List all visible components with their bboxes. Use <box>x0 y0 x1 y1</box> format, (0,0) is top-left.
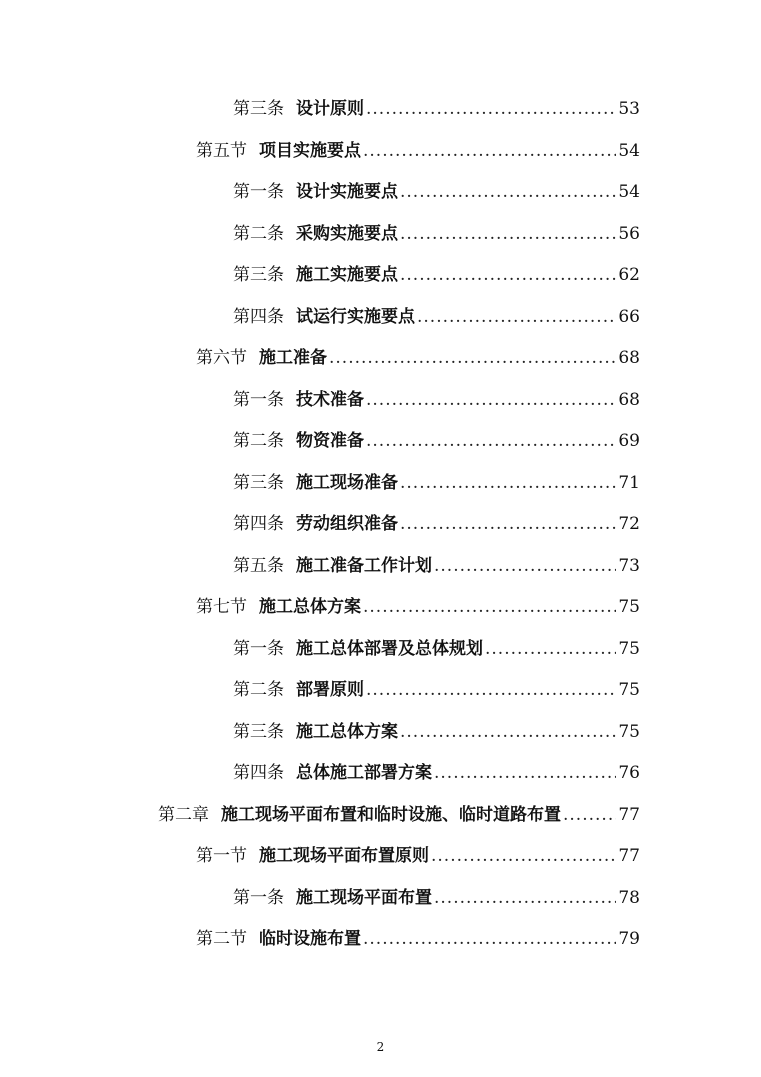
toc-entry[interactable] <box>233 430 640 452</box>
dot-leader <box>363 596 616 618</box>
toc-entry-number: 第二条 <box>233 431 284 451</box>
page-number: 2 <box>376 1040 385 1054</box>
toc-entry-title: 施工准备 <box>259 348 327 368</box>
toc-entry-number: 第六节 <box>196 348 247 368</box>
toc-entry-title: 临时设施布置 <box>259 929 361 949</box>
dot-leader <box>400 181 616 203</box>
dot-leader <box>329 347 616 369</box>
dot-leader <box>400 472 616 494</box>
toc-entry-title: 试运行实施要点 <box>296 307 415 327</box>
dot-leader <box>363 140 616 162</box>
toc-entry[interactable] <box>233 264 640 286</box>
toc-entry-page: 73 <box>618 556 640 576</box>
toc-entry[interactable] <box>196 596 640 618</box>
toc-entry[interactable] <box>158 804 640 826</box>
toc-entry-page: 53 <box>618 99 640 119</box>
toc-entry-number: 第二节 <box>196 929 247 949</box>
toc-entry-page: 75 <box>618 639 640 659</box>
toc-entry-page: 77 <box>618 805 640 825</box>
toc-entry[interactable] <box>196 845 640 867</box>
toc-entry[interactable] <box>233 513 640 535</box>
dot-leader <box>366 98 616 120</box>
toc-entry[interactable] <box>196 140 640 162</box>
toc-entry-page: 75 <box>618 680 640 700</box>
toc-entry-page: 75 <box>618 597 640 617</box>
toc-entry-number: 第一条 <box>233 390 284 410</box>
toc-entry-title: 施工现场准备 <box>296 473 398 493</box>
toc-entry-title: 采购实施要点 <box>296 224 398 244</box>
toc-entry-page: 72 <box>618 514 640 534</box>
toc-entry[interactable] <box>233 306 640 328</box>
toc-entry-title: 设计实施要点 <box>296 182 398 202</box>
toc-entry-page: 77 <box>618 846 640 866</box>
toc-entry-number: 第一节 <box>196 846 247 866</box>
toc-entry-page: 79 <box>618 929 640 949</box>
toc-entry-title: 施工现场平面布置 <box>296 888 432 908</box>
dot-leader <box>400 513 616 535</box>
dot-leader <box>363 928 616 950</box>
toc-entry-title: 施工总体方案 <box>296 722 398 742</box>
toc-entry[interactable] <box>233 679 640 701</box>
toc-entry-title: 施工准备工作计划 <box>296 556 432 576</box>
toc-entry-title: 设计原则 <box>296 99 364 119</box>
toc-entry[interactable] <box>233 638 640 660</box>
toc-entry[interactable] <box>196 347 640 369</box>
toc-entry[interactable] <box>233 887 640 909</box>
dot-leader <box>366 679 616 701</box>
dot-leader <box>400 264 616 286</box>
toc-entry-number: 第五节 <box>196 141 247 161</box>
toc-entry[interactable] <box>233 98 640 120</box>
toc-entry-title: 部署原则 <box>296 680 364 700</box>
toc-entry-page: 54 <box>618 182 640 202</box>
toc-entry-number: 第一条 <box>233 639 284 659</box>
toc-entry-page: 76 <box>618 763 640 783</box>
toc-entry-title: 施工现场平面布置和临时设施、临时道路布置 <box>221 805 561 825</box>
toc-entry-page: 68 <box>618 390 640 410</box>
toc-entry-page: 78 <box>618 888 640 908</box>
dot-leader <box>400 721 616 743</box>
toc-entry-title: 劳动组织准备 <box>296 514 398 534</box>
toc-entry[interactable] <box>233 555 640 577</box>
toc-entry[interactable] <box>233 721 640 743</box>
toc-entry-number: 第三条 <box>233 99 284 119</box>
toc-entry-title: 总体施工部署方案 <box>296 763 432 783</box>
toc-entry[interactable] <box>233 472 640 494</box>
toc-entry-title: 施工实施要点 <box>296 265 398 285</box>
toc-entry-page: 75 <box>618 722 640 742</box>
toc-entry[interactable] <box>233 223 640 245</box>
toc-entry-page: 68 <box>618 348 640 368</box>
toc-entry-title: 施工总体部署及总体规划 <box>296 639 483 659</box>
toc-entry-title: 施工现场平面布置原则 <box>259 846 429 866</box>
toc-entry-page: 71 <box>618 473 640 493</box>
dot-leader <box>366 430 616 452</box>
toc-entry-number: 第一条 <box>233 182 284 202</box>
dot-leader <box>434 762 616 784</box>
dot-leader <box>431 845 616 867</box>
dot-leader <box>366 389 616 411</box>
toc-entry-page: 56 <box>618 224 640 244</box>
toc-entry-number: 第二条 <box>233 680 284 700</box>
dot-leader <box>434 887 616 909</box>
toc-entry-number: 第二章 <box>158 805 209 825</box>
toc-entry[interactable] <box>233 389 640 411</box>
toc-entry[interactable] <box>233 181 640 203</box>
toc-entry-number: 第三条 <box>233 722 284 742</box>
dot-leader <box>434 555 616 577</box>
toc-entry-number: 第四条 <box>233 763 284 783</box>
toc-entry-title: 施工总体方案 <box>259 597 361 617</box>
toc-entry-number: 第五条 <box>233 556 284 576</box>
dot-leader <box>417 306 616 328</box>
dot-leader <box>400 223 616 245</box>
toc-entry[interactable] <box>196 928 640 950</box>
toc-entry-number: 第四条 <box>233 307 284 327</box>
toc-entry-number: 第二条 <box>233 224 284 244</box>
toc-entry-title: 项目实施要点 <box>259 141 361 161</box>
dot-leader <box>563 804 616 826</box>
toc-entry[interactable] <box>233 762 640 784</box>
toc-entry-number: 第四条 <box>233 514 284 534</box>
toc-entry-number: 第三条 <box>233 265 284 285</box>
toc-entry-page: 62 <box>618 265 640 285</box>
toc-entry-number: 第三条 <box>233 473 284 493</box>
toc-entry-number: 第一条 <box>233 888 284 908</box>
toc-entry-title: 技术准备 <box>296 390 364 410</box>
toc-entry-number: 第七节 <box>196 597 247 617</box>
toc-entry-page: 69 <box>618 431 640 451</box>
toc-entry-page: 66 <box>618 307 640 327</box>
toc-entry-title: 物资准备 <box>296 431 364 451</box>
dot-leader <box>485 638 616 660</box>
toc-entry-page: 54 <box>618 141 640 161</box>
